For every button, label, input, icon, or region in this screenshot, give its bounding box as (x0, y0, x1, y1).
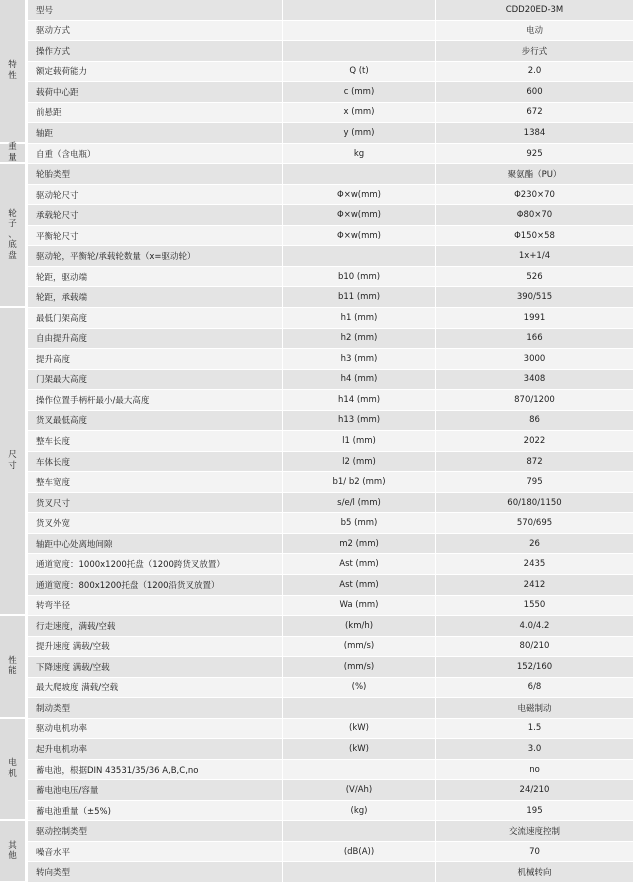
spec-name: 货叉尺寸 (28, 493, 283, 514)
spec-name: 转向类型 (28, 862, 283, 883)
spec-value: 聚氨酯（PU） (436, 164, 634, 185)
spec-name: 前悬距 (28, 103, 283, 124)
spec-value: 3408 (436, 370, 634, 391)
spec-value: 795 (436, 472, 634, 493)
spec-name: 轴距 (28, 123, 283, 144)
spec-name: 货叉最低高度 (28, 411, 283, 432)
spec-value: 交流速度控制 (436, 821, 634, 842)
spec-name: 门架最大高度 (28, 370, 283, 391)
category-label (0, 0, 26, 144)
spec-value: no (436, 760, 634, 781)
spec-unit (283, 698, 436, 719)
spec-value: 672 (436, 103, 634, 124)
spec-value: 2435 (436, 554, 634, 575)
spec-value: 电动 (436, 21, 634, 42)
spec-unit: Wa (mm) (283, 596, 436, 617)
category-label (0, 144, 26, 165)
category-label (0, 821, 26, 883)
spec-value: 2022 (436, 431, 634, 452)
category-label-char: 机 (8, 769, 17, 780)
spec-unit: (mm/s) (283, 637, 436, 658)
spec-unit: (dB(A)) (283, 842, 436, 863)
spec-unit: h14 (mm) (283, 390, 436, 411)
spec-unit: Q (t) (283, 62, 436, 83)
spec-name: 通道宽度：800x1200托盘（1200沿货叉放置） (28, 575, 283, 596)
spec-unit (283, 862, 436, 883)
spec-value: 80/210 (436, 637, 634, 658)
spec-value: 526 (436, 267, 634, 288)
spec-value: 步行式 (436, 41, 634, 62)
spec-unit (283, 41, 436, 62)
spec-unit: l2 (mm) (283, 452, 436, 473)
spec-name: 提升速度 满载/空载 (28, 637, 283, 658)
spec-value: 872 (436, 452, 634, 473)
category-label-char: 重 (8, 142, 17, 153)
spec-name: 载荷中心距 (28, 82, 283, 103)
spec-name: 轮胎类型 (28, 164, 283, 185)
spec-unit: x (mm) (283, 103, 436, 124)
spec-unit (283, 21, 436, 42)
category-label (0, 616, 26, 719)
spec-unit: h3 (mm) (283, 349, 436, 370)
category-label-char: 其 (8, 840, 17, 851)
spec-unit: b10 (mm) (283, 267, 436, 288)
spec-name: 起升电机功率 (28, 739, 283, 760)
spec-unit: (kg) (283, 801, 436, 822)
spec-unit: Φ×w(mm) (283, 226, 436, 247)
spec-name: 车体长度 (28, 452, 283, 473)
spec-unit (283, 0, 436, 21)
spec-name: 蓄电池电压/容量 (28, 780, 283, 801)
category-label-char: 底 (8, 240, 17, 251)
spec-value: 60/180/1150 (436, 493, 634, 514)
spec-unit: h2 (mm) (283, 329, 436, 350)
spec-value: 166 (436, 329, 634, 350)
spec-value: 1.5 (436, 719, 634, 740)
spec-value: 4.0/4.2 (436, 616, 634, 637)
spec-value: 1550 (436, 596, 634, 617)
spec-name: 货叉外宽 (28, 513, 283, 534)
spec-value: Φ80×70 (436, 205, 634, 226)
spec-name: 通道宽度：1000x1200托盘（1200跨货叉放置） (28, 554, 283, 575)
spec-unit: (kW) (283, 719, 436, 740)
spec-name: 轮距，承载端 (28, 287, 283, 308)
spec-unit: (%) (283, 678, 436, 699)
spec-value: 24/210 (436, 780, 634, 801)
spec-name: 蓄电池，根据DIN 43531/35/36 A,B,C,no (28, 760, 283, 781)
category-label (0, 308, 26, 616)
category-label-char: 性 (8, 655, 17, 666)
spec-name: 提升高度 (28, 349, 283, 370)
spec-value: Φ150×58 (436, 226, 634, 247)
spec-name: 驱动方式 (28, 21, 283, 42)
spec-unit: (kW) (283, 739, 436, 760)
category-label-char: 量 (8, 153, 17, 163)
spec-value: 152/160 (436, 657, 634, 678)
category-label-char: 尺 (8, 450, 17, 461)
spec-name: 驱动轮，平衡轮/承载轮数量（x=驱动轮） (28, 246, 283, 267)
spec-value: 86 (436, 411, 634, 432)
spec-value: 1x+1/4 (436, 246, 634, 267)
spec-name: 制动类型 (28, 698, 283, 719)
spec-value: 3.0 (436, 739, 634, 760)
spec-value: 70 (436, 842, 634, 863)
spec-name: 最大爬坡度 满载/空载 (28, 678, 283, 699)
spec-name: 行走速度，满载/空载 (28, 616, 283, 637)
spec-value: 570/695 (436, 513, 634, 534)
category-label-char: 电 (8, 758, 17, 769)
category-label-char: 特 (8, 60, 17, 71)
spec-name: 噪音水平 (28, 842, 283, 863)
spec-value: Φ230×70 (436, 185, 634, 206)
spec-name: 蓄电池重量（±5%) (28, 801, 283, 822)
spec-unit: Φ×w(mm) (283, 185, 436, 206)
spec-name: 操作方式 (28, 41, 283, 62)
spec-value: 6/8 (436, 678, 634, 699)
spec-value: 1384 (436, 123, 634, 144)
spec-name: 承载轮尺寸 (28, 205, 283, 226)
spec-unit: c (mm) (283, 82, 436, 103)
spec-unit: (km/h) (283, 616, 436, 637)
category-label-char: 他 (8, 851, 17, 862)
spec-unit: b5 (mm) (283, 513, 436, 534)
spec-unit: h1 (mm) (283, 308, 436, 329)
category-label-char: 寸 (8, 461, 17, 472)
spec-unit: Φ×w(mm) (283, 205, 436, 226)
category-label-char: 能 (8, 666, 17, 677)
spec-name: 轴距中心处离地间隙 (28, 534, 283, 555)
spec-name: 操作位置手柄杆最小/最大高度 (28, 390, 283, 411)
spec-value: 870/1200 (436, 390, 634, 411)
spec-unit: Ast (mm) (283, 554, 436, 575)
spec-value: 390/515 (436, 287, 634, 308)
category-label-char: 轮 (8, 208, 17, 219)
spec-unit: s/e/l (mm) (283, 493, 436, 514)
spec-name: 整车长度 (28, 431, 283, 452)
spec-name: 最低门架高度 (28, 308, 283, 329)
spec-unit: h4 (mm) (283, 370, 436, 391)
spec-value: 600 (436, 82, 634, 103)
spec-unit: m2 (mm) (283, 534, 436, 555)
spec-value: 2412 (436, 575, 634, 596)
spec-value: 电磁制动 (436, 698, 634, 719)
spec-name: 驱动控制类型 (28, 821, 283, 842)
spec-value: 26 (436, 534, 634, 555)
category-label-char: 、 (8, 229, 17, 240)
spec-value: 1991 (436, 308, 634, 329)
category-label-char: 盘 (8, 251, 17, 262)
spec-name: 转弯半径 (28, 596, 283, 617)
spec-value: CDD20ED-3M (436, 0, 634, 21)
spec-unit: Ast (mm) (283, 575, 436, 596)
category-label (0, 164, 26, 308)
spec-name: 驱动电机功率 (28, 719, 283, 740)
spec-value: 2.0 (436, 62, 634, 83)
spec-name: 驱动轮尺寸 (28, 185, 283, 206)
spec-unit: b1/ b2 (mm) (283, 472, 436, 493)
spec-unit: l1 (mm) (283, 431, 436, 452)
spec-unit: (V/Ah) (283, 780, 436, 801)
spec-value: 925 (436, 144, 634, 165)
spec-unit: kg (283, 144, 436, 165)
category-label-char: 子 (8, 219, 17, 230)
spec-value: 3000 (436, 349, 634, 370)
spec-name: 型号 (28, 0, 283, 21)
spec-value: 机械转向 (436, 862, 634, 883)
category-label (0, 719, 26, 822)
spec-unit: (mm/s) (283, 657, 436, 678)
category-label-char: 性 (8, 70, 17, 81)
spec-unit: b11 (mm) (283, 287, 436, 308)
spec-name: 平衡轮尺寸 (28, 226, 283, 247)
spec-name: 自重（含电瓶） (28, 144, 283, 165)
spec-unit (283, 760, 436, 781)
spec-unit (283, 821, 436, 842)
spec-name: 额定载荷能力 (28, 62, 283, 83)
spec-name: 下降速度 满载/空载 (28, 657, 283, 678)
spec-name: 自由提升高度 (28, 329, 283, 350)
spec-name: 轮距，驱动端 (28, 267, 283, 288)
spec-unit (283, 164, 436, 185)
spec-name: 整车宽度 (28, 472, 283, 493)
spec-value: 195 (436, 801, 634, 822)
spec-unit (283, 246, 436, 267)
spec-unit: h13 (mm) (283, 411, 436, 432)
spec-unit: y (mm) (283, 123, 436, 144)
